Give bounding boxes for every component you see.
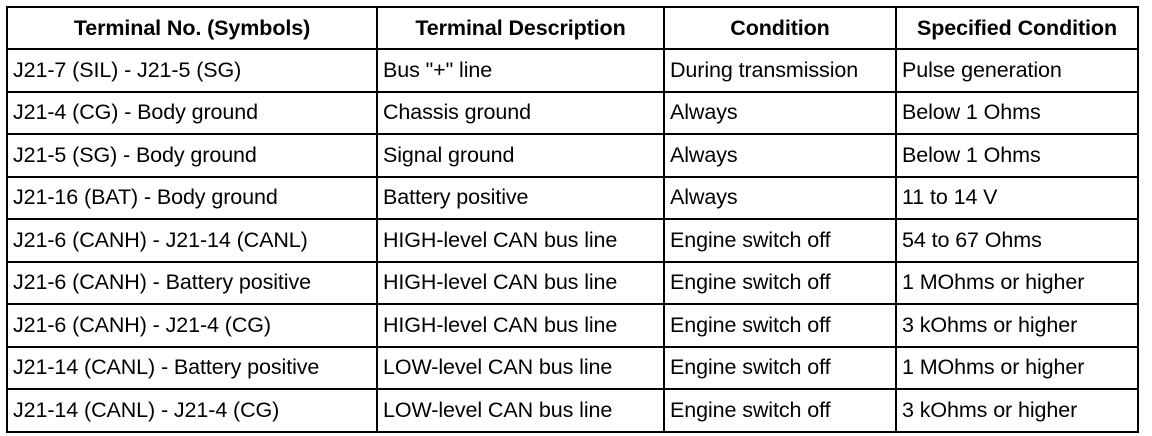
cell-description: Chassis ground xyxy=(377,92,664,135)
cell-terminal: J21-14 (CANL) - Battery positive xyxy=(7,347,377,390)
cell-specified: Below 1 Ohms xyxy=(896,92,1138,135)
cell-condition: Engine switch off xyxy=(664,262,896,305)
table-row xyxy=(7,389,1138,432)
cell-specified: 1 MOhms or higher xyxy=(896,262,1138,305)
cell-specified: 11 to 14 V xyxy=(896,177,1138,220)
cell-condition: Always xyxy=(664,134,896,177)
table-row xyxy=(7,262,1138,305)
cell-description: Bus "+" line xyxy=(377,49,664,92)
table-body xyxy=(7,49,1138,432)
header-terminal-no: Terminal No. (Symbols) xyxy=(7,7,377,49)
terminal-table-container xyxy=(6,6,1139,433)
cell-specified: 3 kOhms or higher xyxy=(896,389,1138,432)
cell-description: Battery positive xyxy=(377,177,664,220)
cell-description: Signal ground xyxy=(377,134,664,177)
cell-specified: Below 1 Ohms xyxy=(896,134,1138,177)
table-row xyxy=(7,134,1138,177)
header-specified-condition: Specified Condition xyxy=(896,7,1138,49)
header-condition: Condition xyxy=(664,7,896,49)
cell-terminal: J21-6 (CANH) - J21-14 (CANL) xyxy=(7,219,377,262)
terminal-spec-table xyxy=(6,6,1139,433)
cell-description: HIGH-level CAN bus line xyxy=(377,262,664,305)
cell-condition: Always xyxy=(664,177,896,220)
cell-condition: Engine switch off xyxy=(664,304,896,347)
cell-condition: Engine switch off xyxy=(664,347,896,390)
cell-condition: Engine switch off xyxy=(664,389,896,432)
table-row xyxy=(7,92,1138,135)
cell-terminal: J21-16 (BAT) - Body ground xyxy=(7,177,377,220)
cell-specified: 54 to 67 Ohms xyxy=(896,219,1138,262)
cell-description: HIGH-level CAN bus line xyxy=(377,219,664,262)
cell-specified: 3 kOhms or higher xyxy=(896,304,1138,347)
cell-specified: Pulse generation xyxy=(896,49,1138,92)
cell-condition: Engine switch off xyxy=(664,219,896,262)
cell-terminal: J21-6 (CANH) - Battery positive xyxy=(7,262,377,305)
cell-condition: During transmission xyxy=(664,49,896,92)
cell-description: LOW-level CAN bus line xyxy=(377,347,664,390)
cell-description: HIGH-level CAN bus line xyxy=(377,304,664,347)
header-row xyxy=(7,7,1138,49)
cell-specified: 1 MOhms or higher xyxy=(896,347,1138,390)
cell-terminal: J21-14 (CANL) - J21-4 (CG) xyxy=(7,389,377,432)
cell-description: LOW-level CAN bus line xyxy=(377,389,664,432)
table-row xyxy=(7,304,1138,347)
table-header xyxy=(7,7,1138,49)
cell-terminal: J21-7 (SIL) - J21-5 (SG) xyxy=(7,49,377,92)
cell-terminal: J21-5 (SG) - Body ground xyxy=(7,134,377,177)
table-row xyxy=(7,219,1138,262)
cell-terminal: J21-4 (CG) - Body ground xyxy=(7,92,377,135)
cell-terminal: J21-6 (CANH) - J21-4 (CG) xyxy=(7,304,377,347)
cell-condition: Always xyxy=(664,92,896,135)
table-row xyxy=(7,177,1138,220)
table-row xyxy=(7,347,1138,390)
header-terminal-description: Terminal Description xyxy=(377,7,664,49)
table-row xyxy=(7,49,1138,92)
